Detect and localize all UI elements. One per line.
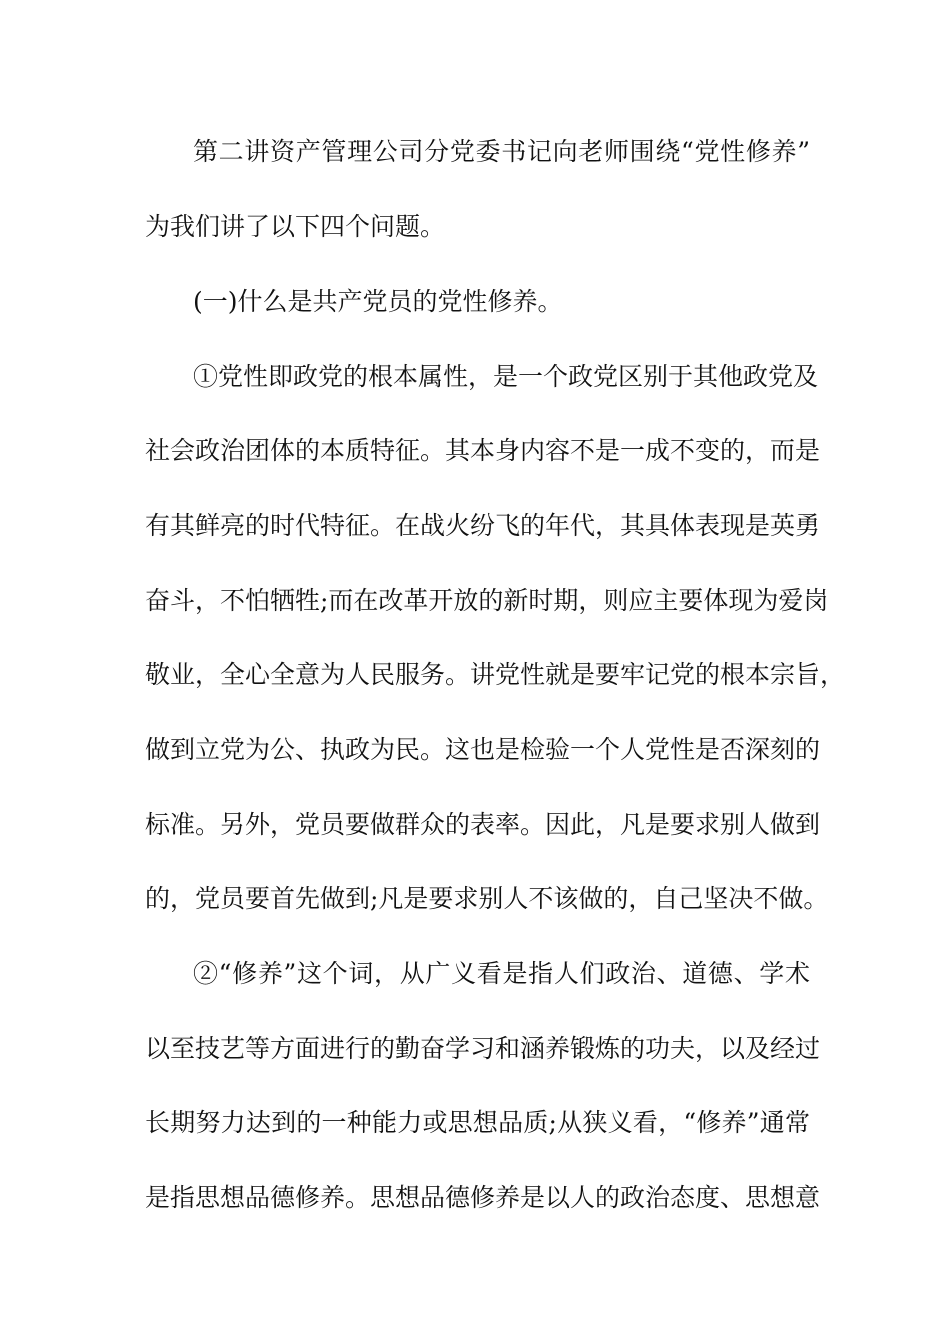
paragraph-2-line-6: 做到立党为公、执政为民。这也是检验一个人党性是否深刻的 [145, 735, 821, 764]
paragraph-2-line-5: 敬业，全心全意为人民服务。讲党性就是要牢记党的根本宗旨， [145, 660, 846, 689]
paragraph-2-line-3: 有其鲜亮的时代特征。在战火纷飞的年代，其具体表现是英勇 [145, 511, 821, 540]
paragraph-3-line-1: ②“修养”这个词，从广义看是指人们政治、道德、学术 [193, 959, 810, 988]
paragraph-3-line-3: 长期努力达到的一种能力或思想品质;从狭义看，“修养”通常 [145, 1108, 810, 1137]
paragraph-3-line-4: 是指思想品德修养。思想品德修养是以人的政治态度、思想意 [145, 1183, 821, 1212]
section-heading-1: (一)什么是共产党员的党性修养。 [193, 287, 563, 316]
paragraph-2-line-7: 标准。另外，党员要做群众的表率。因此，凡是要求别人做到 [145, 810, 821, 839]
paragraph-2-line-2: 社会政治团体的本质特征。其本身内容不是一成不变的，而是 [145, 436, 821, 465]
paragraph-1-line-1: 第二讲资产管理公司分党委书记向老师围绕“党性修养” [193, 137, 810, 166]
paragraph-2-line-8: 的，党员要首先做到;凡是要求别人不该做的，自己坚决不做。 [145, 884, 829, 913]
paragraph-2-line-4: 奋斗，不怕牺牲;而在改革开放的新时期，则应主要体现为爱岗 [145, 586, 829, 615]
paragraph-1-line-2: 为我们讲了以下四个问题。 [145, 212, 446, 241]
paragraph-3-line-2: 以至技艺等方面进行的勤奋学习和涵养锻炼的功夫，以及经过 [145, 1034, 821, 1063]
paragraph-2-line-1: ①党性即政党的根本属性，是一个政党区别于其他政党及 [193, 362, 819, 391]
